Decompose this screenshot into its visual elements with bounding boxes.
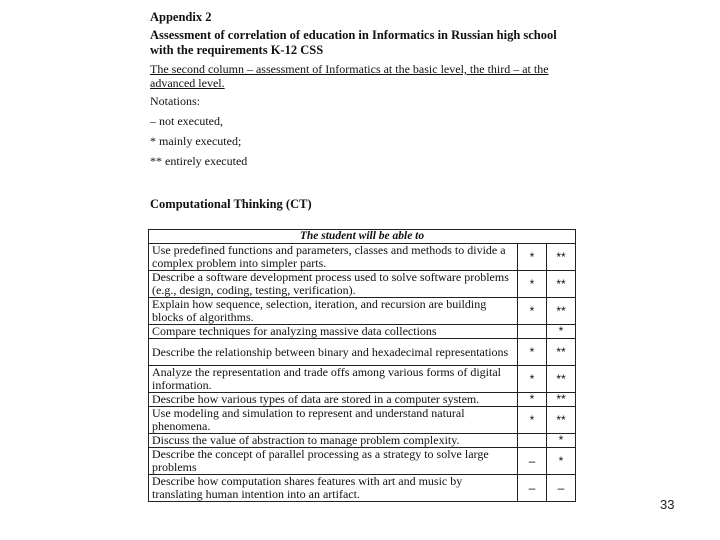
document-page	[150, 10, 580, 211]
advanced-level-mark: **	[547, 244, 576, 271]
table-header: The student will be able to	[149, 230, 576, 244]
columns-note-line-1: The second column – assessment of Informatics at the basic level, the third – at the	[150, 62, 549, 76]
document-title-line-1: Assessment of correlation of education in Informatics in Russian high school	[150, 28, 557, 42]
section-title: Computational Thinking (CT)	[150, 197, 312, 211]
advanced-level-mark: **	[547, 271, 576, 298]
row-description: Compare techniques for analyzing massive data collections	[149, 325, 518, 339]
advanced-level-mark: –	[547, 475, 576, 502]
document-title-line-2: with the requirements K-12 CSS	[150, 43, 324, 57]
row-description: Explain how sequence, selection, iteration, and recursion are building blocks of algorithms.	[149, 298, 518, 325]
basic-level-mark: *	[518, 366, 547, 393]
row-description: Describe the relationship between binary and hexadecimal representations	[149, 339, 518, 366]
basic-level-mark	[518, 434, 547, 448]
table-row	[149, 298, 576, 325]
row-description: Use modeling and simulation to represent and understand natural phenomena.	[149, 407, 518, 434]
table-row	[149, 271, 576, 298]
row-description: Describe how various types of data are stored in a computer system.	[149, 393, 518, 407]
notation-mainly-executed: * mainly executed;	[150, 134, 242, 148]
basic-level-mark	[518, 325, 547, 339]
basic-level-mark: *	[518, 298, 547, 325]
table-row	[149, 325, 576, 339]
basic-level-mark: –	[518, 448, 547, 475]
appendix-label: Appendix 2	[150, 10, 212, 24]
row-description: Describe how computation shares features with art and music by translating human intention into an artifact.	[149, 475, 518, 502]
basic-level-mark: *	[518, 271, 547, 298]
table-header-row	[149, 230, 576, 244]
table-row	[149, 475, 576, 502]
advanced-level-mark: **	[547, 339, 576, 366]
advanced-level-mark: **	[547, 407, 576, 434]
page-number: 33	[660, 497, 675, 512]
row-description: Describe a software development process used to solve software problems (e.g., design, coding, testing, verification).	[149, 271, 518, 298]
basic-level-mark: *	[518, 407, 547, 434]
table-row	[149, 339, 576, 366]
table-row	[149, 366, 576, 393]
table-row	[149, 448, 576, 475]
notation-not-executed: – not executed,	[150, 114, 223, 128]
row-description: Describe the concept of parallel processing as a strategy to solve large problems	[149, 448, 518, 475]
table-row	[149, 434, 576, 448]
ct-assessment-table	[148, 229, 576, 502]
table-row	[149, 393, 576, 407]
advanced-level-mark: **	[547, 298, 576, 325]
advanced-level-mark: *	[547, 448, 576, 475]
basic-level-mark: *	[518, 244, 547, 271]
basic-level-mark: *	[518, 393, 547, 407]
basic-level-mark: –	[518, 475, 547, 502]
advanced-level-mark: *	[547, 434, 576, 448]
advanced-level-mark: **	[547, 366, 576, 393]
notations-heading: Notations:	[150, 94, 200, 108]
columns-note-line-2: advanced level.	[150, 76, 225, 90]
table-row	[149, 244, 576, 271]
table-row	[149, 407, 576, 434]
row-description: Discuss the value of abstraction to manage problem complexity.	[149, 434, 518, 448]
notation-entirely-executed: ** entirely executed	[150, 154, 248, 168]
advanced-level-mark: *	[547, 325, 576, 339]
advanced-level-mark: **	[547, 393, 576, 407]
basic-level-mark: *	[518, 339, 547, 366]
row-description: Use predefined functions and parameters, classes and methods to divide a complex problem into simpler parts.	[149, 244, 518, 271]
row-description: Analyze the representation and trade offs among various forms of digital information.	[149, 366, 518, 393]
